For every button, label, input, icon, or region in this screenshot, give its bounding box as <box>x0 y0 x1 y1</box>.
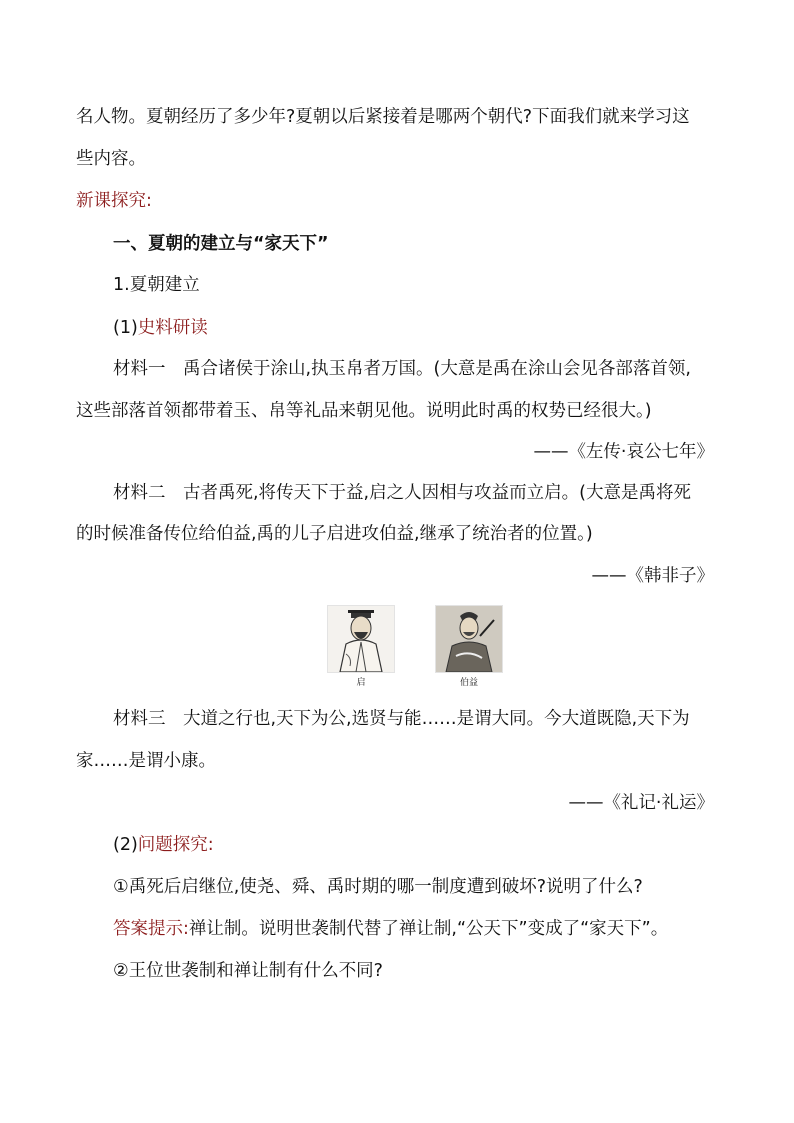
figure-qi <box>327 605 395 688</box>
subsection-2 <box>113 833 214 857</box>
answer-hint-text: 禅让制。说明世袭制代替了禅让制,“公天下”变成了“家天下”。 <box>188 919 669 939</box>
material-3-line-2: 家……是谓小康。 <box>76 751 216 771</box>
emperor-qi-portrait-icon <box>327 605 395 673</box>
answer-hint <box>113 917 668 941</box>
material-3-source: ——《礼记·礼运》 <box>568 793 714 813</box>
figure-boyi <box>435 605 503 688</box>
material-1-source: ——《左传·哀公七年》 <box>533 442 714 462</box>
figure-boyi-caption: 伯益 <box>459 678 478 688</box>
material-1-line-2: 这些部落首领都带着玉、帛等礼品来朝见他。说明此时禹的权势已经很大。) <box>76 401 652 421</box>
material-2-line-2: 的时候准备传位给伯益,禹的儿子启进攻伯益,继承了统治者的位置。) <box>76 524 593 544</box>
section-label: 新课探究: <box>76 191 152 211</box>
subheading: 1.夏朝建立 <box>113 275 200 295</box>
subsection-2-number: (2) <box>113 835 138 855</box>
boyi-portrait-icon <box>435 605 503 673</box>
subsection-1-number: (1) <box>113 318 138 338</box>
subsection-1-label: 史料研读 <box>137 318 208 338</box>
section-heading: 一、夏朝的建立与“家天下” <box>113 234 329 254</box>
material-3-line-1: 材料三 大道之行也,天下为公,选贤与能……是谓大同。今大道既隐,天下为 <box>113 709 690 729</box>
material-1-line-1: 材料一 禹合诸侯于涂山,执玉帛者万国。(大意是禹在涂山会见各部落首领, <box>113 359 691 379</box>
figure-qi-caption: 启 <box>356 678 366 688</box>
intro-line-2: 些内容。 <box>76 149 146 169</box>
question-2: ②王位世袭制和禅让制有什么不同? <box>113 961 383 981</box>
material-2-source: ——《韩非子》 <box>591 566 714 586</box>
question-1: ①禹死后启继位,使尧、舜、禹时期的哪一制度遭到破坏?说明了什么? <box>113 877 643 897</box>
subsection-2-label: 问题探究: <box>137 835 214 855</box>
material-2-line-1: 材料二 古者禹死,将传天下于益,启之人因相与攻益而立启。(大意是禹将死 <box>113 483 691 503</box>
intro-line-1: 名人物。夏朝经历了多少年?夏朝以后紧接着是哪两个朝代?下面我们就来学习这 <box>76 107 690 127</box>
subsection-1 <box>113 316 208 340</box>
answer-hint-label: 答案提示: <box>113 919 189 939</box>
